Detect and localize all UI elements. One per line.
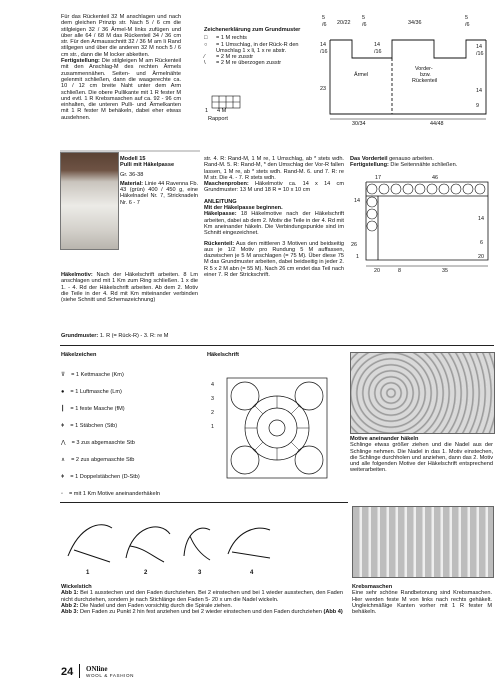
slip-stitch-icon: ⊽: [61, 372, 66, 378]
round-1: 1: [211, 424, 214, 430]
fig-label-1: 1: [86, 570, 90, 576]
haekelschrift-title: Häkelschrift: [207, 352, 240, 358]
legend-fm: ┃ = 1 feste Masche (fM): [61, 406, 201, 423]
sch-mid-17: 17: [375, 175, 381, 181]
motive-photo: [350, 352, 495, 434]
sch-top-16c: /16: [476, 51, 484, 57]
double-crochet-icon: ǂ: [61, 423, 65, 429]
sch-top-bzw: bzw.: [420, 72, 431, 78]
legend-2zus: ∧ = 2 zus abgemaschte Stb: [61, 457, 201, 474]
chain-icon: ●: [61, 389, 65, 395]
knit-square-icon: □: [204, 35, 208, 42]
fig-label-3: 3: [198, 570, 202, 576]
haekelschrift-diagram: [205, 360, 345, 498]
sch-mid-1: 1: [356, 254, 359, 260]
model-block: [120, 156, 198, 206]
k2tog-icon: ⁄: [204, 54, 205, 61]
single-crochet-icon: ┃: [61, 406, 65, 412]
sch-top-16b: /16: [374, 49, 382, 55]
fig-label-2: 2: [144, 570, 148, 576]
sch-mid-8: 8: [398, 268, 401, 274]
round-3: 3: [211, 396, 214, 402]
motiv-block: Häkelmotiv: Nach der Häkelschrift arbeiten. 8 Lm anschlagen und mit 1 Km zum Ring schließen. 1 x die 1. - 4. Rd der Häkelschrift arbeiten. Ab dem 2. Motiv die Teile in der 4. Rd mit Km miteinander verbinden (siehe Schnitt und Schemazeichnung): [61, 272, 198, 304]
middle-column: str. 4. R: Rand-M, 1 M re, 1 Umschlag, ab * stets wdh. Rand-M. 5. R: Rand-M, * den Umschlag der Vor-R fallen lassen, 1 M re, ab * stets wdh. Rand-M. 6. und 7. R: re M str. Die 4. - 7. R stets wdh. Maschenproben: Häkelmotiv ca. 14 x 14 cm Grundmuster: 13 M und 18 R = 10 x 10 cm ANLEITUNG Mit der Häkelpasse beginnen. Häkelpasse: 18 Häkelmotive nach der Häkelschrift arbeiten, dabei ab dem 2. Motiv die Teile in der 4. Rd mit Km aneinander häkeln. Die Verbindungspunkte sind im Schnitt eingezeichnet. Rückenteil: Aus den mittleren 3 Motiven und beidseitig aus je 1/2 Motiv pro Rundung 5 M auffassen, dazwischen je 5 M anschlagen (= 75 M). Über diese 75 M das Grundmuster arbeiten, dabei beidseitig in jeder 2. R 5 x 2 M abn (= 55 M). Nach 26 cm endet das Teil nach einer 7. R der Strickschrift.: [204, 156, 344, 279]
sch-top-14a: 14: [320, 42, 326, 48]
krebsmaschen-text: Krebsmaschen Eine sehr schöne Randbetonung sind Krebsmaschen. Hier werden feste M von links nach rechts gehäkelt. Ungleichmäßige Kanten vorher mit 1 R fester M behäkeln.: [352, 584, 492, 616]
fertigstellung-label: Fertigstellung:: [61, 58, 100, 65]
haekelpasse-text: 18 Häkelmotive nach der Häkelschrift arbeiten, dabei ab dem 2. Motiv die Teile in der 4. Rd mit Km aneinander häkeln. Die Verbindungspunkte sind im Schnitt eingezeichnet.: [204, 211, 344, 237]
legend-3zus: ⋀ = 3 zus abgemaschte Stb: [61, 440, 201, 457]
divider-rule-2: [60, 502, 348, 503]
sch-top-16a: /16: [320, 49, 328, 55]
krebsmaschen-figure: [352, 506, 494, 578]
footer: [61, 664, 134, 678]
anleitung-title: ANLEITUNG: [204, 198, 237, 205]
model-photo: [60, 152, 119, 250]
sch-mid-14a: 14: [354, 198, 360, 204]
fig-label-4: 4: [250, 570, 254, 576]
wickelstich-figures: [60, 506, 280, 578]
sch-mid-35: 35: [442, 268, 448, 274]
right-column: Das Vorderteil genauso arbeiten. Fertigstellung: Die Seitennähte schließen.: [350, 156, 458, 169]
maschenproben: Häkelmotiv ca. 14 x 14 cm Grundmuster: 13 M und 18 R = 10 x 10 cm: [204, 181, 344, 194]
legend-item-ueberzogen: \ = 2 M re überzogen zusstr: [204, 60, 282, 67]
anleitung-sub: Mit der Häkelpasse beginnen.: [204, 205, 283, 212]
brand-sub: WOOL & FASHION: [86, 673, 135, 678]
cluster-2-icon: ∧: [61, 457, 66, 463]
rueckenteil-text: Aus den mittleren 3 Motiven und beidseitig aus je 1/2 Motiv pro Rundung 5 M auffassen, dazwischen je 5 M anschlagen (= 75 M). Über diese 75 M das Grundmuster arbeiten, dabei beidseitig in jeder 2. R 5 x 2 M abn (= 55 M). Nach 26 cm endet das Teil nach einer 7. R der Strickschrift.: [204, 240, 344, 279]
sch-top-5c: 5: [465, 15, 468, 21]
motive-caption: Motive aneinander häkeln Schlinge etwas größer ziehen und die Nadel aus der Schlinge nehmen. Die Nadel in das 1. Motiv einstechen, die Schlinge durchholen und anziehen, dann das 2. Motiv und alle folgenden Motive der Häkelschrift entsprechend weiterarbeiten.: [350, 436, 493, 474]
legend-title: Zeichenerklärung zum Grundmuster: [204, 27, 301, 33]
legend-join: ◦ = mit 1 Km Motive aneinanderhäkeln: [61, 491, 201, 508]
sch-mid-14b: 14: [478, 216, 484, 222]
sch-top-14b: 14: [374, 42, 380, 48]
model-size: Gr. 36-38: [120, 171, 144, 178]
sch-top-6a: /6: [322, 22, 327, 28]
haekelzeichen-list: [61, 372, 201, 508]
sch-top-5b: 5: [362, 15, 365, 21]
legend-lm: ● = 1 Luftmasche (Lm): [61, 389, 201, 406]
sch-top-9: 9: [476, 103, 479, 109]
rapport-row-1: 1: [205, 108, 209, 114]
rapport-chart: [204, 92, 264, 130]
legend-dstb: ǂ = 1 Doppelstäbchen (D-Stb): [61, 474, 201, 491]
sch-top-6b: /6: [362, 22, 367, 28]
sch-mid-46: 46: [432, 175, 438, 181]
yarn-over-icon: ○: [204, 41, 208, 48]
model-subtitle: Pulli mit Häkelpasse: [120, 162, 175, 169]
ssk-icon: \: [204, 60, 206, 67]
brand-logo: ONline: [86, 665, 108, 673]
round-4: 4: [211, 382, 214, 388]
fertigstellung-paragraph: Die stilgleigen M am Rückenteil mit den Anschlag-M des rechten Ärmels zusammennähen. Seiten- und Ärmelnähte gelenmit schließen, dann die waagerechte ca. 10 / 12 cm breite Naht unter dem Arm schließen. Die obere Pullikante mit 1 R fester M und evtl. 1 R Krebsmaschen auf ca. 92 - 96 cm einhalten, die unteren Pulli- und Ärmelkanten mit 1 R fester M behäkeln, dabei eher etwas ausdehnen.: [61, 58, 181, 121]
sch-top-23: 23: [320, 86, 326, 92]
schematic-top: [300, 10, 492, 150]
top-left-text: [61, 14, 181, 121]
sch-mid-20r: 20: [478, 254, 484, 260]
sch-top-2022: 20/22: [337, 20, 351, 26]
model-material: Material: Linie 44 Ravenna Fb. 43 (grün) 400 / 450 g, eine Häkelnadel Nr. 7, Stricknadeln Nr. 6 - 7: [120, 180, 198, 206]
sch-top-vorder: Vorder-: [415, 66, 433, 72]
round-2: 2: [211, 410, 214, 416]
sch-top-6c: /6: [465, 22, 470, 28]
sch-top-14c: 14: [476, 44, 482, 50]
sch-top-3436: 34/36: [408, 20, 422, 26]
sch-top-5a: 5: [322, 15, 325, 21]
page-number: 24: [61, 666, 74, 678]
wickelstich-text: Wickelstich Abb 1: Bei 1 ausstechen und den Faden durchziehen. Bei 2 einstechen und bei 1 wieder ausstechen, den Faden nicht durchziehen, sondern je nach Stichlänge den Faden 5- 20 x um die Nadel wickeln. Abb 2: Die Nadel und den Faden vorsichtig durch die Spirale ziehen. Abb 3: Den Faden zu Punkt 2 hin fest anziehen und bei 2 wieder einstechen und den Faden durchziehen (Abb 4): [61, 584, 344, 616]
cluster-3-icon: ⋀: [61, 440, 66, 446]
schematic-yoke: [348, 172, 494, 284]
sch-top-3034: 30/34: [352, 121, 366, 127]
sch-top-4448: 44/48: [430, 121, 444, 127]
treble-icon: ǂ: [61, 474, 65, 480]
legend-stb: ǂ = 1 Stäbchen (Stb): [61, 423, 201, 440]
grundmuster-block: Grundmuster: 1. R (= Rück-R) - 3. R: re M: [61, 333, 169, 339]
sch-top-ruecken: Rückenteil: [412, 78, 438, 84]
join-icon: ◦: [61, 491, 63, 497]
sch-top-aermel: Ärmel: [354, 72, 369, 78]
model-title: Modell 15: [120, 156, 146, 162]
grundmuster-rows: str. 4. R: Rand-M, 1 M re, 1 Umschlag, ab * stets wdh. Rand-M. 5. R: Rand-M, * den Umschlag der Vor-R fallen lassen, 1 M re, ab * stets wdh. Rand-M. 6. und 7. R: re M str. Die 4. - 7. R stets wdh.: [204, 156, 344, 181]
legend-km: ⊽ = 1 Kettmasche (Km): [61, 372, 201, 389]
haekelzeichen-title: Häkelzeichen: [61, 352, 97, 358]
legend-item-rechts: □ = 1 M rechts: [204, 35, 247, 42]
sch-top-14d: 14: [476, 88, 482, 94]
divider-rule: [60, 345, 494, 346]
rapport-stitches: 4 M: [217, 108, 227, 114]
sch-mid-20: 20: [374, 268, 380, 274]
legend-item-zusstr: ⁄ = 2 M re zusstr: [204, 54, 254, 61]
sch-mid-26: 26: [351, 242, 357, 248]
sch-mid-6: 6: [480, 240, 483, 246]
rapport-word: Rapport: [208, 116, 228, 122]
rueckenteil-paragraph: Für das Rückenteil 32 M anschlagen und nach dem gleichen Prinzip str. Nach 5 / 6 cm die stilgleigen 32 / 36 Ärmel-M links zufügen und über alle 64 / 68 M das Rückenteil 34 / 36 cm str. Für den Armausschnitt 32 / 36 M am li Rand stilgegen und über die anderen 32 M noch 5 / 6 cm str., dann die M locker abketten.: [61, 14, 181, 58]
legend-item-umschlag: ○ = 1 Umschlag, in der Rück-R den Umschlag 1 x li, 1 x re abstr.: [204, 41, 299, 54]
